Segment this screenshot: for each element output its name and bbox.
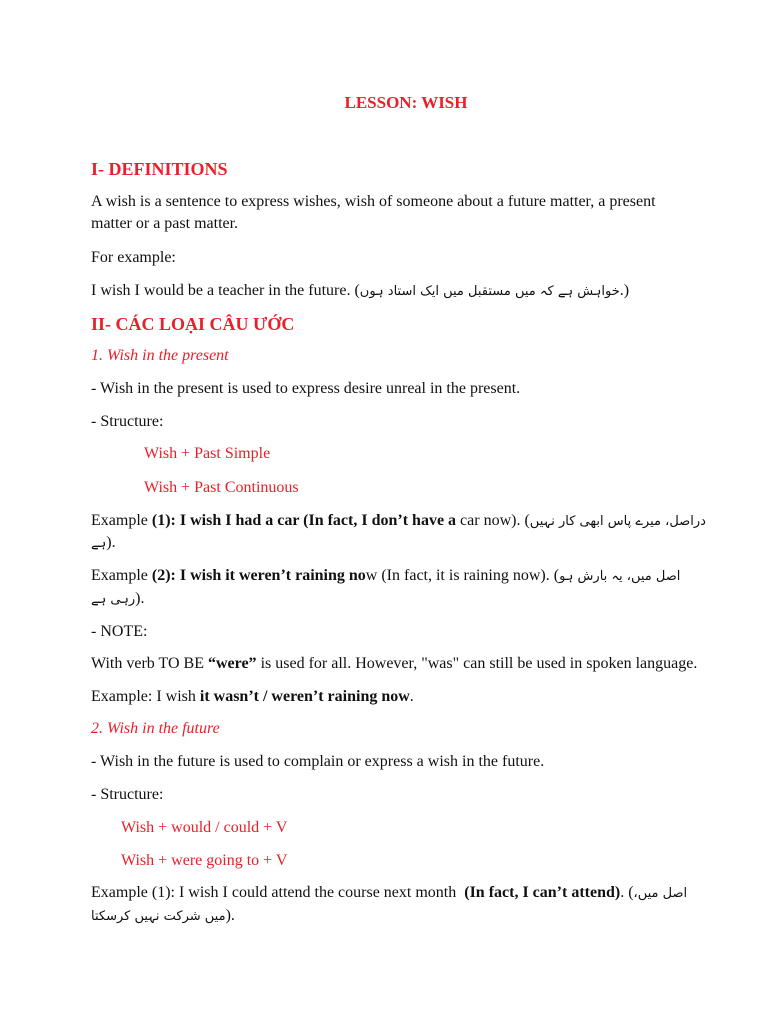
present-example-2-cont <box>91 589 144 610</box>
wish-future-description: - Wish in the future is used to complain or express a wish in the future. <box>91 753 545 770</box>
example-close: .) <box>619 282 630 299</box>
example-prefix: Example (1): I wish I could attend the course next month <box>91 884 465 901</box>
note-to-be: TO BE <box>158 655 208 672</box>
example-urdu: اصل میں، <box>633 886 688 901</box>
wish-present-description: - Wish in the present is used to express desire unreal in the present. <box>91 380 521 397</box>
structure-label: - Structure: <box>91 413 164 430</box>
note-text <box>91 654 697 674</box>
structure-formula: Wish + would / could + V <box>121 819 288 836</box>
example-number: (1) <box>151 512 171 529</box>
example-sentence: : I wish it weren’t raining no <box>170 567 366 584</box>
definition-text-line1: A wish is a sentence to express wishes, wish of someone about a future matter, a present <box>91 193 656 210</box>
note-example <box>91 687 414 707</box>
example-sentence: : I wish I had a car (In fact, I don’t have a <box>170 512 457 529</box>
example-urdu: دراصل، میرے پاس ابھی کار نہیں <box>529 514 706 529</box>
example-prefix: Example <box>91 567 152 584</box>
for-example-label: For example: <box>91 249 176 266</box>
example-close: ). <box>106 534 116 551</box>
note-were: “were” <box>207 655 257 672</box>
definition-example <box>91 281 629 302</box>
example-sentence: (In fact, I can’t attend) <box>464 884 621 901</box>
example-suffix: car now). ( <box>456 512 530 529</box>
subheading-wish-future: 2. Wish in the future <box>91 720 220 737</box>
note-prefix: With verb <box>91 655 159 672</box>
example-urdu: اصل میں، یہ بارش ہو <box>559 569 681 584</box>
section-heading-types: II- CÁC LOẠI CÂU ƯỚC <box>91 314 295 334</box>
future-example-1-cont <box>91 906 235 927</box>
example-close: ). <box>225 907 235 924</box>
section-heading-definitions: I- DEFINITIONS <box>91 159 228 179</box>
example-suffix: . ( <box>620 884 634 901</box>
definition-text-line2: matter or a past matter. <box>91 215 239 232</box>
example-urdu: میں شرکت نہیں کرسکتا <box>91 909 226 924</box>
future-example-1 <box>91 883 687 904</box>
example-urdu: خواہش ہے کہ میں مستقبل میں ایک استاد ہوں <box>359 284 620 299</box>
structure-formula: Wish + Past Simple <box>144 445 271 462</box>
example-suffix: w (In fact, it is raining now). ( <box>365 567 560 584</box>
note-suffix: is used for all. However, "was" can still be used in spoken language. <box>256 655 698 672</box>
structure-label: - Structure: <box>91 786 164 803</box>
present-example-2 <box>91 566 680 587</box>
example-suffix: . <box>409 688 414 705</box>
present-example-1-cont <box>91 533 116 554</box>
example-close: ). <box>135 590 145 607</box>
example-urdu: ہے <box>91 536 107 551</box>
example-urdu: رہی ہے <box>91 592 136 607</box>
lesson-title: LESSON: WISH <box>344 93 468 112</box>
example-number: (2) <box>151 567 171 584</box>
example-prefix: Example: I wish <box>91 688 200 705</box>
subheading-wish-present: 1. Wish in the present <box>91 347 229 364</box>
example-text: I wish I would be a teacher in the future. ( <box>91 282 360 299</box>
note-label: - NOTE: <box>91 623 148 640</box>
structure-formula: Wish + Past Continuous <box>144 479 299 496</box>
structure-formula: Wish + were going to + V <box>121 852 288 869</box>
present-example-1 <box>91 511 706 532</box>
example-prefix: Example <box>91 512 152 529</box>
example-sentence: it wasn’t / weren’t raining now <box>199 688 410 705</box>
